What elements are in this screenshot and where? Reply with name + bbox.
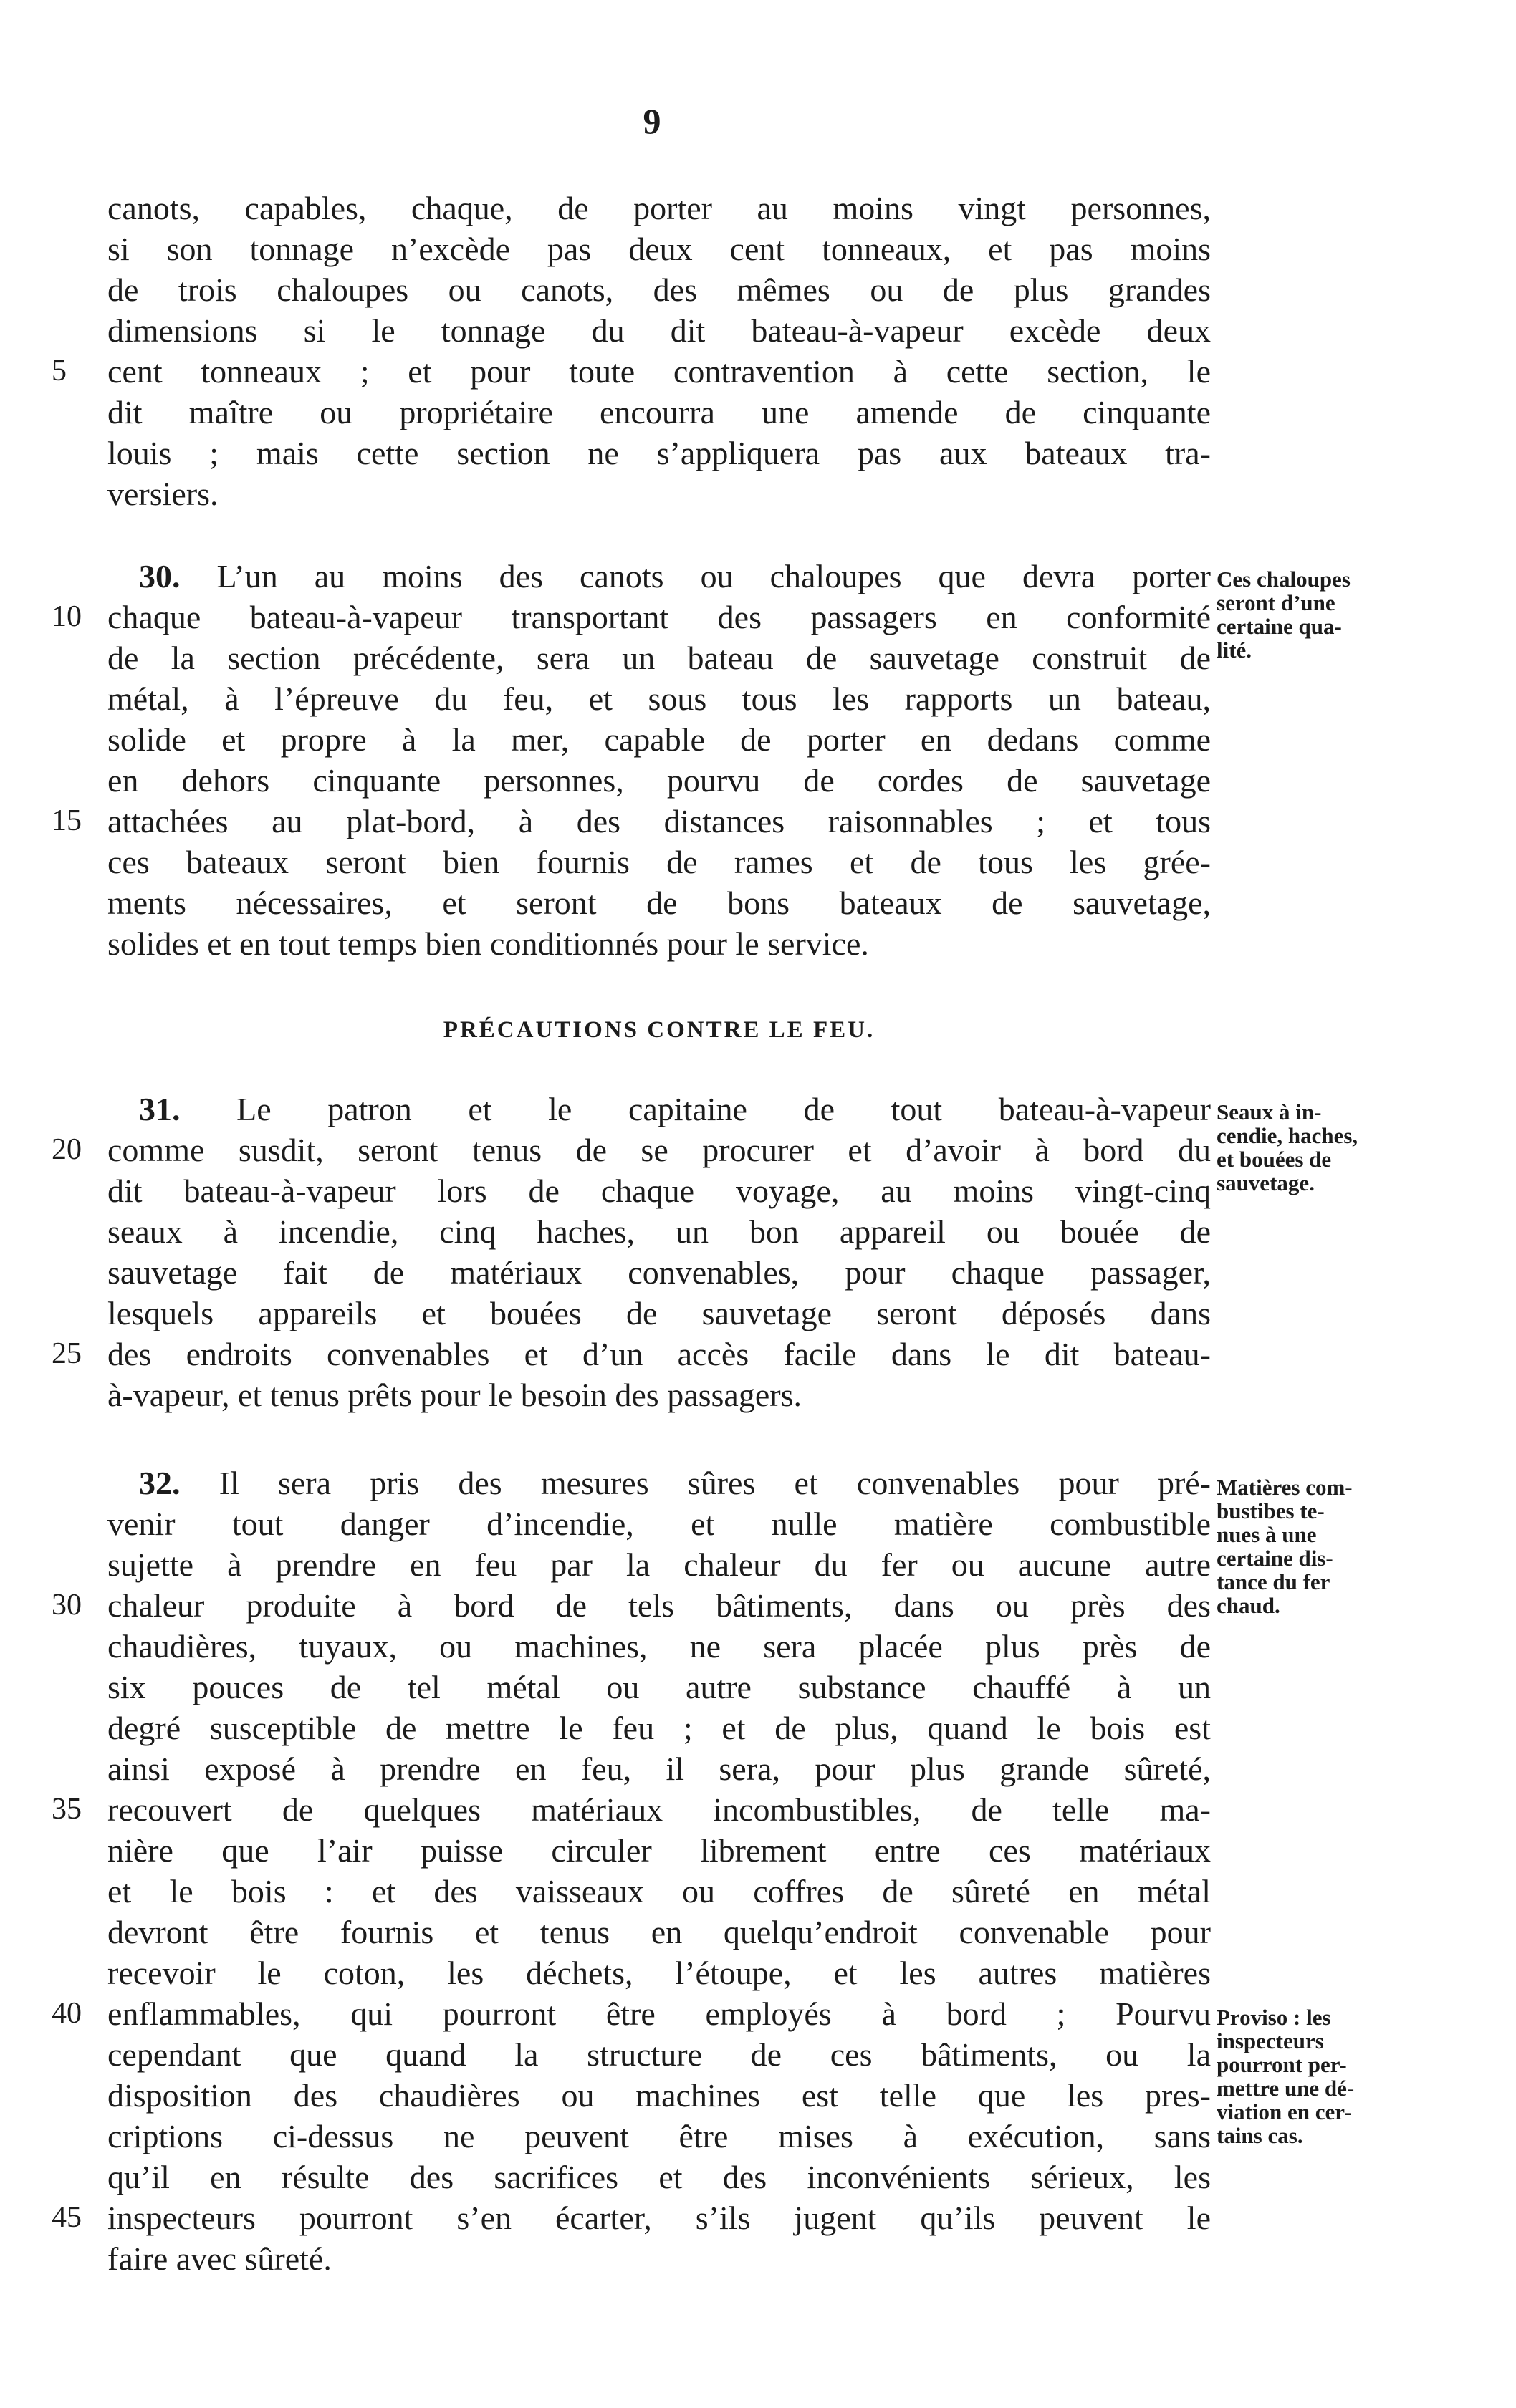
text-line: 10 chaque bateau-à-vapeur transportant des passagers en conformité bbox=[107, 597, 1211, 637]
text-line: et le bois : et des vaisseaux ou coffres de sûreté en métal bbox=[107, 1873, 1211, 1909]
text-line: lesquels appareils et bouées de sauvetage seront déposés dans bbox=[107, 1295, 1211, 1331]
text-line: sujette à prendre en feu par la chaleur du fer ou aucune autre bbox=[107, 1546, 1211, 1583]
line-number: 20 bbox=[52, 1133, 82, 1166]
text-line: recevoir le coton, les déchets, l’étoupe, et les autres matières bbox=[107, 1955, 1211, 1991]
line-number: 40 bbox=[52, 1997, 82, 2030]
text-line: métal, à l’épreuve du feu, et sous tous les rapports un bateau, bbox=[107, 680, 1211, 717]
section-number: 30. bbox=[139, 558, 181, 594]
text-line: 20 comme susdit, seront tenus de se procurer et d’avoir à bord du bbox=[107, 1130, 1211, 1170]
section-number: 31. bbox=[139, 1091, 181, 1127]
line-number: 30 bbox=[52, 1589, 82, 1622]
text-line: dimensions si le tonnage du dit bateau-à-vapeur excède deux bbox=[107, 312, 1211, 349]
text-line: nière que l’air puisse circuler librement entre ces matériaux bbox=[107, 1832, 1211, 1869]
text-line: 31. Le patron et le capitaine de tout bateau-à-vapeur bbox=[139, 1091, 1211, 1127]
text-line: criptions ci-dessus ne peuvent être mises à exécution, sans bbox=[107, 2118, 1211, 2154]
text-line: disposition des chaudières ou machines est telle que les pres- bbox=[107, 2077, 1211, 2114]
text-line: 35 recouvert de quelques matériaux incombustibles, de telle ma- bbox=[107, 1789, 1211, 1830]
text-line: canots, capables, chaque, de porter au moins vingt personnes, bbox=[107, 190, 1211, 226]
section-number: 32. bbox=[139, 1465, 181, 1501]
line-number: 5 bbox=[52, 355, 67, 387]
section-31 bbox=[52, 1089, 1211, 1415]
text-line: ainsi exposé à prendre en feu, il sera, pour plus grande sûreté, bbox=[107, 1750, 1211, 1787]
section-heading: PRÉCAUTIONS CONTRE LE FEU. bbox=[443, 1017, 875, 1043]
text-line: solides et en tout temps bien conditionnés pour le service. bbox=[107, 925, 869, 962]
text-line: solide et propre à la mer, capable de porter en dedans comme bbox=[107, 721, 1211, 758]
text-line: en dehors cinquante personnes, pourvu de cordes de sauvetage bbox=[107, 762, 1211, 799]
text-line: 15 attachées au plat-bord, à des distances raisonnables ; et tous bbox=[107, 801, 1211, 842]
text-line: 32. Il sera pris des mesures sûres et convenables pour pré- bbox=[139, 1465, 1211, 1501]
text-line: 45 inspecteurs pourront s’en écarter, s’ils jugent qu’ils peuvent le bbox=[107, 2197, 1211, 2238]
text-line: dit bateau-à-vapeur lors de chaque voyage, au moins vingt-cinq bbox=[107, 1172, 1211, 1209]
text-line: ces bateaux seront bien fournis de rames et de tous les grée- bbox=[107, 844, 1211, 880]
line-number: 35 bbox=[52, 1793, 82, 1826]
text-line: degré susceptible de mettre le feu ; et de plus, quand le bois est bbox=[107, 1710, 1211, 1746]
text-line: 40 enflammables, qui pourront être employés à bord ; Pourvu bbox=[107, 1993, 1211, 2034]
text-line: ments nécessaires, et seront de bons bateaux de sauvetage, bbox=[107, 885, 1211, 921]
page-number: 9 bbox=[643, 101, 661, 141]
text-line: louis ; mais cette section ne s’appliquera pas aux bateaux tra- bbox=[107, 435, 1211, 471]
text-line: 25 des endroits convenables et d’un accès facile dans le dit bateau- bbox=[107, 1334, 1211, 1374]
section-32 bbox=[52, 1463, 1211, 2279]
text-line: chaudières, tuyaux, ou machines, ne sera placée plus près de bbox=[107, 1628, 1211, 1665]
line-number: 25 bbox=[52, 1337, 82, 1370]
text-line: qu’il en résulte des sacrifices et des inconvénients sérieux, les bbox=[107, 2159, 1211, 2195]
text-line: de la section précédente, sera un bateau de sauvetage construit de bbox=[107, 640, 1211, 676]
text-line: seaux à incendie, cinq haches, un bon appareil ou bouée de bbox=[107, 1213, 1211, 1250]
margin-note-section-30: Ces chaloupes seront d’une certaine qua- lité. bbox=[1217, 567, 1351, 663]
text-line: 5 cent tonneaux ; et pour toute contravention à cette section, le bbox=[107, 351, 1211, 392]
text-line: venir tout danger d’incendie, et nulle matière combustible bbox=[107, 1506, 1211, 1542]
text-line: six pouces de tel métal ou autre substance chauffé à un bbox=[107, 1669, 1211, 1705]
margin-note-proviso: Proviso : les inspecteurs pourront per- mettre une dé- viation en cer- tains cas. bbox=[1217, 2005, 1355, 2148]
margin-note-section-31: Seaux à in- cendie, haches, et bouées de sauvetage. bbox=[1217, 1099, 1358, 1195]
text-line: 30. L’un au moins des canots ou chaloupes que devra porter bbox=[139, 558, 1211, 594]
line-number: 15 bbox=[52, 804, 82, 837]
text-line: sauvetage fait de matériaux convenables, pour chaque passager, bbox=[107, 1254, 1211, 1291]
text-line: 30 chaleur produite à bord de tels bâtiments, dans ou près des bbox=[107, 1585, 1211, 1626]
text-line: faire avec sûreté. bbox=[107, 2240, 332, 2277]
text-line: à-vapeur, et tenus prêts pour le besoin des passagers. bbox=[107, 1377, 802, 1413]
text-line: versiers. bbox=[107, 476, 219, 512]
line-number: 10 bbox=[52, 600, 82, 633]
line-number: 45 bbox=[52, 2201, 82, 2234]
text-line: si son tonnage n’excède pas deux cent tonneaux, et pas moins bbox=[107, 231, 1211, 267]
text-line: devront être fournis et tenus en quelqu’endroit convenable pour bbox=[107, 1914, 1211, 1950]
text-line: cependant que quand la structure de ces bâtiments, ou la bbox=[107, 2036, 1211, 2073]
section-30 bbox=[52, 556, 1211, 964]
margin-note-section-32: Matières com- bustibes te- nues à une certaine dis- tance du fer chaud. bbox=[1217, 1475, 1353, 1618]
text-line: de trois chaloupes ou canots, des mêmes ou de plus grandes bbox=[107, 271, 1211, 308]
text-line: dit maître ou propriétaire encourra une amende de cinquante bbox=[107, 394, 1211, 430]
paragraph-section-29-continued bbox=[52, 188, 1211, 514]
